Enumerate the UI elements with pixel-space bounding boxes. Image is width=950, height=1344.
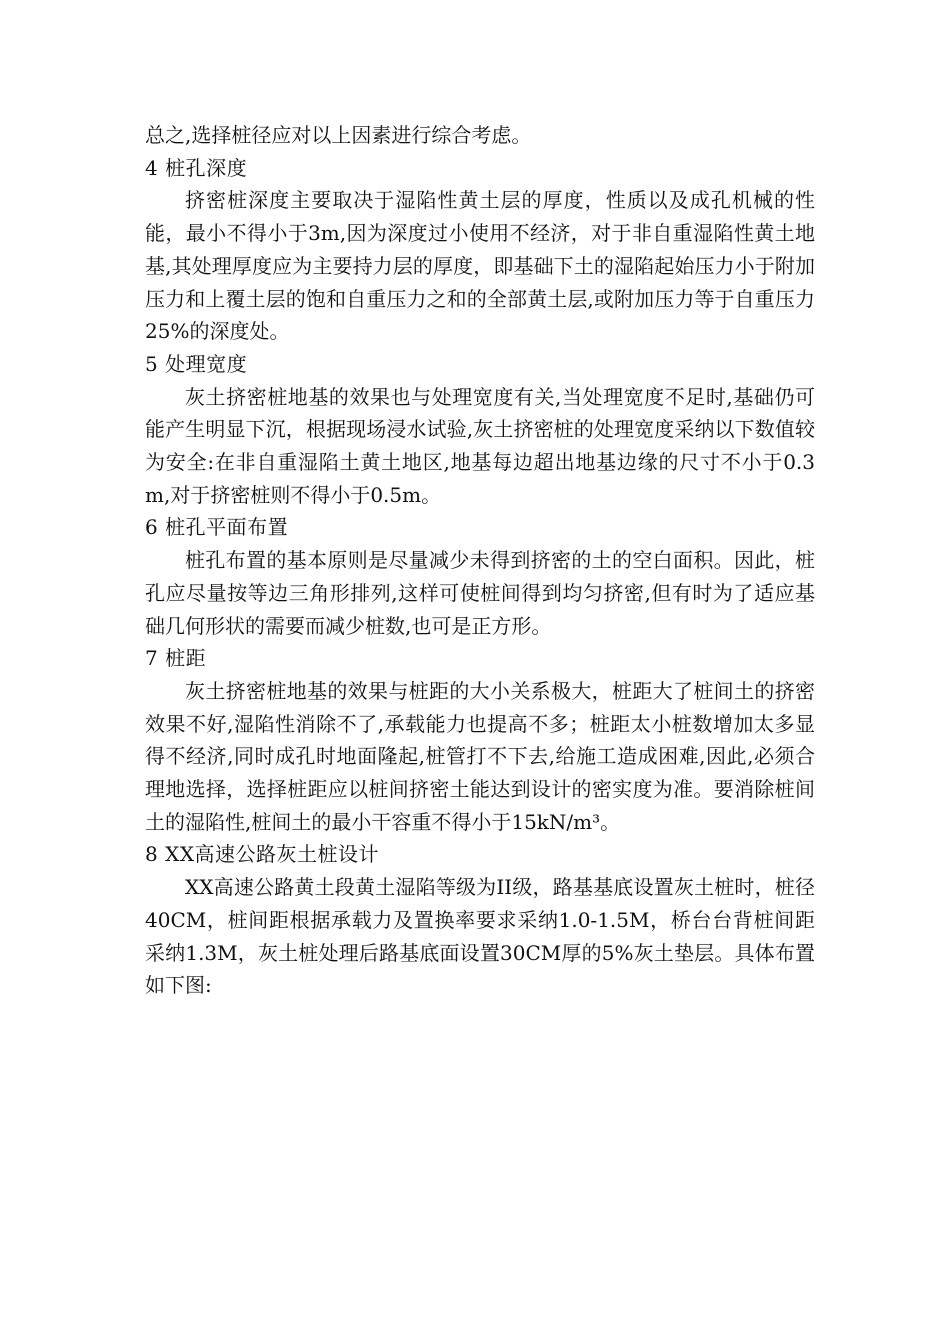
section-heading-pile-layout: 6 桩孔平面布置 [145,515,289,540]
paragraph-conclusion: 总之,选择桩径应对以上因素进行综合考虑。 [145,123,532,147]
paragraph-pile-depth: 挤密桩深度主要取决于湿陷性黄土层的厚度，性质以及成孔机械的性能，最小不得小于3m,因为深度过小使用不经济，对于非自重湿陷性黄土地基,其处理厚度应为主要持力层的厚度，即基础下土的湿陷起始压力小于附加压力和上覆土层的饱和自重压力之和的全部黄土层,或附加压力等于自重压力25%的深度处。 [145,188,815,344]
paragraph-highway-design: XX高速公路黄土段黄土湿陷等级为II级，路基基底设置灰土桩时，桩径40CM，桩间距根据承载力及置换率要求采纳1.0-1.5M，桥台台背桩间距采纳1.3M，灰土桩处理后路基底面设置30CM厚的5%灰土垫层。具体布置如下图: [145,875,815,998]
paragraph-treatment-width: 灰土挤密桩地基的效果也与处理宽度有关,当处理宽度不足时,基础仍可能产生明显下沉，根据现场浸水试验,灰土挤密桩的处理宽度采纳以下数值较为安全:在非自重湿陷土黄土地区,地基每边超出地基边缘的尺寸不小于0.3m,对于挤密桩则不得小于0.5m。 [145,384,815,507]
document-body [145,119,815,1002]
paragraph-pile-layout: 桩孔布置的基本原则是尽量减少未得到挤密的土的空白面积。因此，桩孔应尽量按等边三角形排列,这样可使桩间得到均匀挤密,但有时为了适应基础几何形状的需要而减少桩数,也可是正方形。 [145,548,815,638]
section-heading-treatment-width: 5 处理宽度 [145,351,248,376]
section-heading-pile-spacing: 7 桩距 [145,646,207,671]
paragraph-pile-spacing: 灰土挤密桩地基的效果与桩距的大小关系极大，桩距大了桩间土的挤密效果不好,湿陷性消除不了,承载能力也提高不多；桩距太小桩数增加太多显得不经济,同时成孔时地面隆起,桩管打不下去,给施工造成困难,因此,必须合理地选择，选择桩距应以桩间挤密土能达到设计的密实度为准。要消除桩间土的湿陷性,桩间土的最小干容重不得小于15kN/m³。 [145,678,815,834]
section-heading-highway-design: 8 XX高速公路灰土桩设计 [145,842,380,867]
section-heading-pile-depth: 4 桩孔深度 [145,155,248,180]
